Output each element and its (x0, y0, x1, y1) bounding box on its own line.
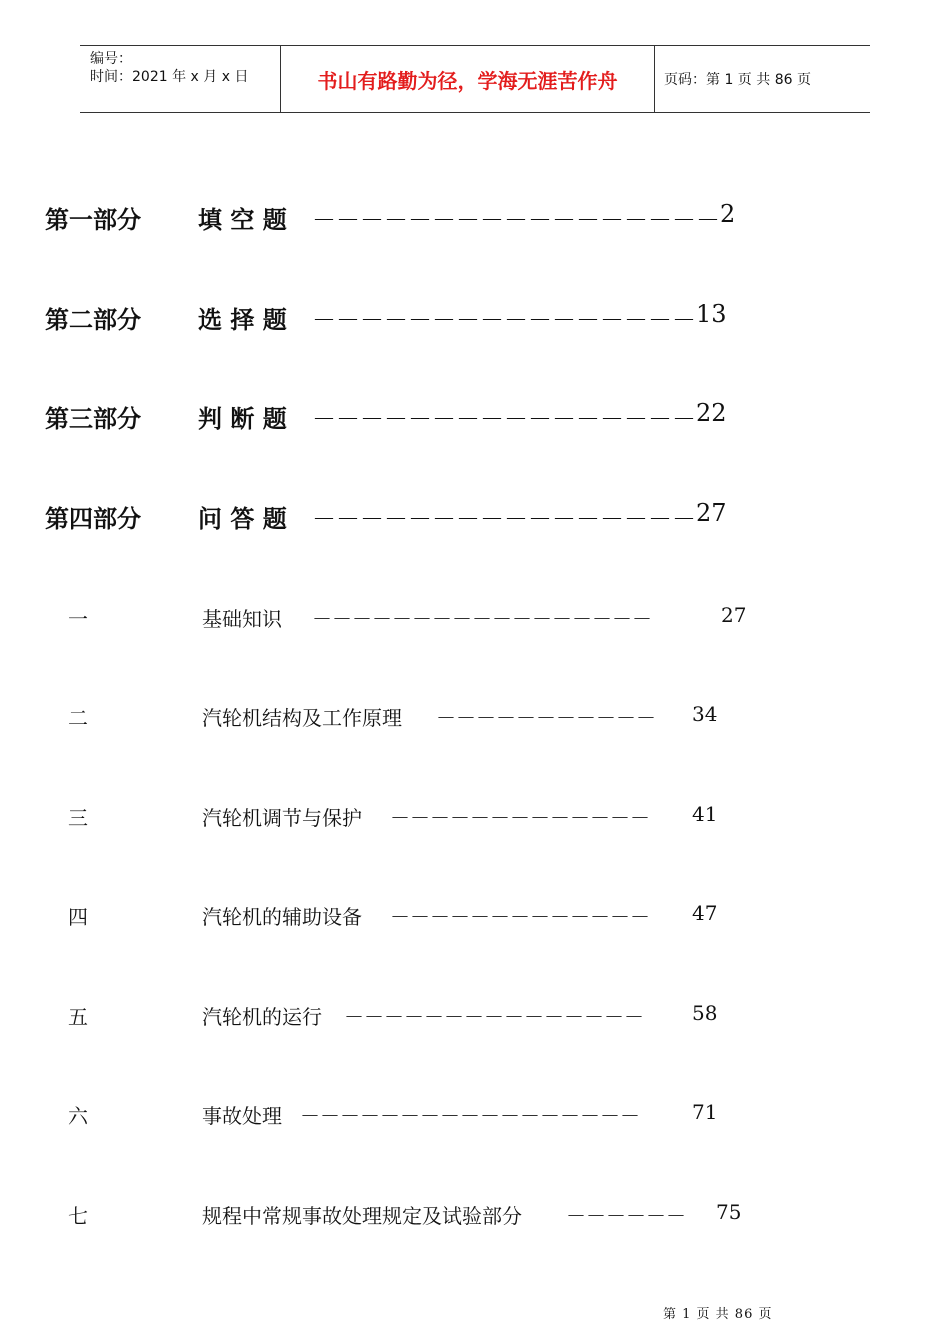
toc-page-number: 2 (720, 200, 736, 228)
toc-page-number: 34 (692, 702, 718, 726)
toc-section-number: 五 (68, 1005, 88, 1029)
toc-title: 汽轮机调节与保护 (202, 806, 362, 830)
toc-section-number: 六 (68, 1104, 88, 1128)
number-label: 编号： (90, 51, 132, 67)
toc-section-number: 七 (68, 1204, 88, 1228)
toc-title: 选 择 题 (198, 305, 287, 334)
toc-leader: －－－－－－－－－－－－－－－－ (312, 505, 696, 533)
toc-leader: －－－－－－－－－－－ (436, 706, 656, 730)
toc-title: 问 答 题 (198, 504, 287, 533)
toc-title: 汽轮机的辅助设备 (202, 905, 362, 929)
toc-title: 汽轮机结构及工作原理 (202, 706, 402, 730)
toc-leader: －－－－－－－－－－－－－ (390, 905, 650, 929)
toc-page-number: 75 (716, 1200, 742, 1224)
toc-section-number: 四 (68, 905, 88, 929)
toc-section-number: 二 (68, 706, 88, 730)
toc-title: 规程中常规事故处理规定及试验部分 (202, 1204, 522, 1228)
toc-title: 事故处理 (202, 1104, 282, 1128)
toc-title: 汽轮机的运行 (202, 1005, 322, 1029)
toc-page-number: 22 (696, 399, 727, 427)
toc-page-number: 27 (721, 603, 747, 627)
toc-leader: －－－－－－－－－－－－－－－－－ (300, 1104, 640, 1128)
header-page-info: 页码：第 1 页 共 86 页 (664, 72, 811, 88)
toc-part-label: 第二部分 (45, 305, 141, 334)
toc-leader: －－－－－－ (566, 1204, 686, 1228)
toc-title: 填 空 题 (198, 205, 287, 234)
toc-page-number: 71 (692, 1100, 718, 1124)
toc-part-label: 第一部分 (45, 205, 141, 234)
toc-page-number: 47 (692, 901, 718, 925)
toc-leader: －－－－－－－－－－－－－－－－－ (312, 206, 720, 234)
toc-leader: －－－－－－－－－－－－－－－－ (312, 306, 696, 334)
toc-part-label: 第三部分 (45, 404, 141, 433)
toc-title: 判 断 题 (198, 404, 287, 433)
toc-section-number: 三 (68, 806, 88, 830)
time-label: 时间：2021 年 x 月 x 日 (90, 69, 249, 85)
header-meta (80, 46, 281, 112)
page-header (80, 45, 870, 113)
toc-leader: －－－－－－－－－－－－－ (390, 806, 650, 830)
toc-section-number: 一 (68, 607, 88, 631)
toc-title: 基础知识 (202, 607, 282, 631)
toc-leader: －－－－－－－－－－－－－－－ (344, 1005, 644, 1029)
header-motto: 书山有路勤为径，学海无涯苦作舟 (281, 46, 655, 112)
toc-page-number: 13 (696, 300, 727, 328)
toc-part-label: 第四部分 (45, 504, 141, 533)
page-footer: 第 1 页 共 86 页 (663, 1307, 773, 1322)
toc-leader: －－－－－－－－－－－－－－－－ (312, 405, 696, 433)
toc-page-number: 27 (696, 499, 727, 527)
toc-leader: －－－－－－－－－－－－－－－－－ (312, 607, 652, 631)
toc-page-number: 58 (692, 1001, 718, 1025)
toc-page-number: 41 (692, 802, 718, 826)
